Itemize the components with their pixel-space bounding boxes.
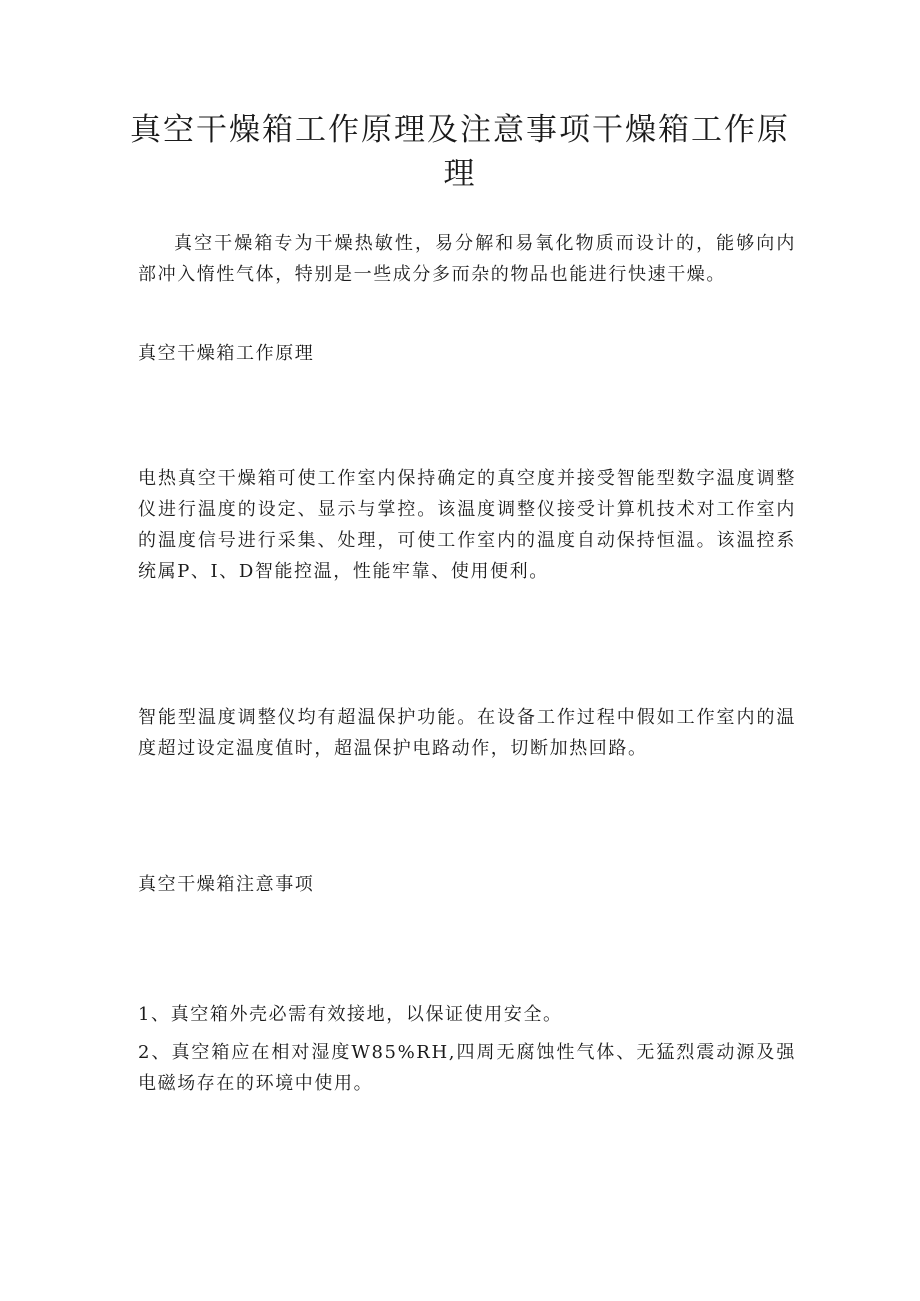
section-heading-principle: 真空干燥箱工作原理 [138,343,315,364]
note-item-2: 2、真空箱应在相对湿度W85%RH,四周无腐蚀性气体、无猛烈震动源及强电磁场存在的环境中使用。 [138,1042,796,1094]
document-title: 真空干燥箱工作原理及注意事项干燥箱工作原理 [130,112,790,192]
principle-paragraph-2: 智能型温度调整仪均有超温保护功能。在设备工作过程中假如工作室内的温度超过设定温度值时，超温保护电路动作，切断加热回路。 [138,707,796,759]
section-heading-notes: 真空干燥箱注意事项 [138,874,315,895]
principle-paragraph-1: 电热真空干燥箱可使工作室内保持确定的真空度并接受智能型数字温度调整仪进行温度的设定、显示与掌控。该温度调整仪接受计算机技术对工作室内的温度信号进行采集、处理，可使工作室内的温度自动保持恒温。该温控系统属P、I、D智能控温，性能牢靠、使用便利。 [138,468,796,582]
intro-paragraph: 真空干燥箱专为干燥热敏性，易分解和易氧化物质而设计的，能够向内部冲入惰性气体，特别是一些成分多而杂的物品也能进行快速干燥。 [138,233,796,285]
note-item-1: 1、真空箱外壳必需有效接地，以保证使用安全。 [138,1004,563,1025]
